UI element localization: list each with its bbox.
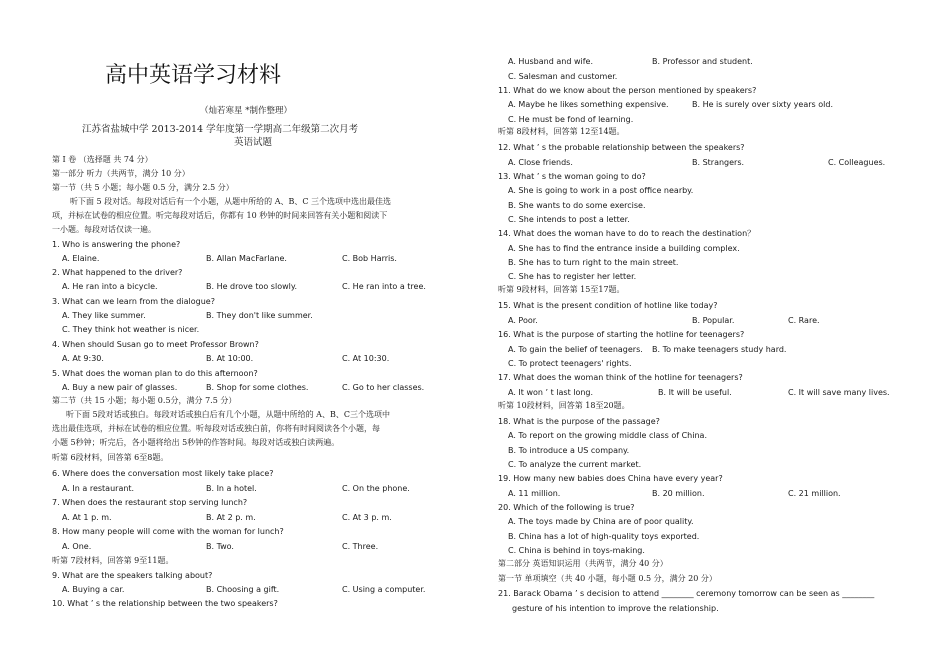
question-15: 15. What is the present condition of hotline like today? bbox=[498, 301, 718, 310]
option-b: B. She has to turn right to the main street. bbox=[508, 258, 679, 267]
option-a: A. In a restaurant. bbox=[62, 484, 135, 493]
option-c: C. Go to her classes. bbox=[342, 383, 425, 392]
option-c: C. He ran into a tree. bbox=[342, 282, 426, 291]
option-a: A. It won ’ t last long. bbox=[508, 388, 594, 397]
question-14: 14. What does the woman have to do to reach the destination？ bbox=[498, 229, 756, 238]
option-a: A. Maybe he likes something expensive. bbox=[508, 100, 669, 109]
option-c: C. On the phone. bbox=[342, 484, 410, 493]
option-a: A. Buy a new pair of glasses. bbox=[62, 383, 178, 392]
option-a: A. To report on the growing middle class of China. bbox=[508, 431, 707, 440]
option-c: C. It will save many lives. bbox=[788, 388, 890, 397]
section2-instructions: 小题 5秒钟；听完后，各小题将给出 5秒钟的作答时间。每段对话或独白读两遍。 bbox=[52, 438, 340, 447]
option-c: C. China is behind in toys-making. bbox=[508, 546, 645, 555]
section1-instructions: 项，并标在试卷的相应位置。听完每段对话后，你都有 10 秒钟的时间来回答有关小题和阅读下 bbox=[52, 211, 388, 220]
listening-material-9: 听第 9段材料，回答第 15至17题。 bbox=[498, 285, 625, 294]
option-b: B. 20 million. bbox=[652, 489, 705, 498]
option-b: B. She wants to do some exercise. bbox=[508, 201, 646, 210]
option-b: B. At 10:00. bbox=[206, 354, 254, 363]
option-a: A. To gain the belief of teenagers. bbox=[508, 345, 643, 354]
question-18: 18. What is the purpose of the passage? bbox=[498, 417, 660, 426]
section1-instructions: 听下面 5 段对话。每段对话后有一个小题，从题中所给的 A、B、C 三个选项中选出最佳选 bbox=[70, 197, 392, 206]
question-11: 11. What do we know about the person mentioned by speakers? bbox=[498, 86, 757, 95]
option-b: B. Shop for some clothes. bbox=[206, 383, 309, 392]
section2-instructions: 选出最佳选项，并标在试卷的相应位置。听每段对话或独白前，你将有时间阅读各个小题，每 bbox=[52, 424, 380, 433]
part2-section1-header: 第一节 单项填空（共 40 小题，每小题 0.5 分，满分 20 分） bbox=[498, 574, 717, 583]
question-3: 3. What can we learn from the dialogue? bbox=[52, 297, 215, 306]
option-b: B. In a hotel. bbox=[206, 484, 257, 493]
option-a: A. The toys made by China are of poor quality. bbox=[508, 517, 694, 526]
option-a: A. One. bbox=[62, 542, 92, 551]
section1-instructions: 一小题。每段对话仅读一遍。 bbox=[52, 225, 156, 234]
subtitle: （灿若寒星 *制作整理） bbox=[200, 106, 292, 116]
option-c: C. They think hot weather is nicer. bbox=[62, 325, 200, 334]
question-6: 6. Where does the conversation most likely take place? bbox=[52, 469, 274, 478]
option-b: B. They don't like summer. bbox=[206, 311, 313, 320]
option-c: C. Three. bbox=[342, 542, 379, 551]
listening-material-7: 听第 7段材料，回答第 9至11题。 bbox=[52, 556, 174, 565]
question-21-continued: gesture of his intention to improve the relationship. bbox=[512, 604, 719, 613]
option-b: B. Allan MacFarlane. bbox=[206, 254, 287, 263]
question-20: 20. Which of the following is true? bbox=[498, 503, 635, 512]
option-a: A. She is going to work in a post office nearby. bbox=[508, 186, 694, 195]
option-c: C. She intends to post a letter. bbox=[508, 215, 630, 224]
option-c: C. At 3 p. m. bbox=[342, 513, 392, 522]
section2-header: 第二节（共 15 小题；每小题 0.5分，满分 7.5 分） bbox=[52, 396, 237, 405]
question-2: 2. What happened to the driver? bbox=[52, 268, 183, 277]
option-c: C. To analyze the current market. bbox=[508, 460, 642, 469]
question-19: 19. How many new babies does China have every year? bbox=[498, 474, 723, 483]
option-a: A. At 1 p. m. bbox=[62, 513, 112, 522]
option-c: C. She has to register her letter. bbox=[508, 272, 637, 281]
option-c: C. At 10:30. bbox=[342, 354, 390, 363]
option-c: C. Colleagues. bbox=[828, 158, 886, 167]
option-b: B. He drove too slowly. bbox=[206, 282, 297, 291]
listening-material-8: 听第 8段材料，回答第 12至14题。 bbox=[498, 127, 625, 136]
option-c: C. Rare. bbox=[788, 316, 820, 325]
option-b: B. To make teenagers study hard. bbox=[652, 345, 787, 354]
part1-header: 第 Ⅰ 卷 （选择题 共 74 分） bbox=[52, 155, 153, 164]
question-4: 4. When should Susan go to meet Professor Brown? bbox=[52, 340, 259, 349]
listening-material-10: 听第 10段材料，回答第 18至20题。 bbox=[498, 401, 630, 410]
option-a: A. She has to find the entrance inside a building complex. bbox=[508, 244, 740, 253]
option-a: A. He ran into a bicycle. bbox=[62, 282, 158, 291]
question-12: 12. What ’ s the probable relationship between the speakers? bbox=[498, 143, 745, 152]
section1-header: 第一节（共 5 小题；每小题 0.5 分，满分 2.5 分） bbox=[52, 183, 234, 192]
question-17: 17. What does the woman think of the hotline for teenagers? bbox=[498, 373, 743, 382]
question-9: 9. What are the speakers talking about? bbox=[52, 571, 213, 580]
option-a: A. Elaine. bbox=[62, 254, 100, 263]
option-a: A. Husband and wife. bbox=[508, 57, 593, 66]
option-b: B. It will be useful. bbox=[658, 388, 732, 397]
part2-header: 第二部分 英语知识运用（共两节，满分 40 分） bbox=[498, 559, 668, 568]
option-b: B. Professor and student. bbox=[652, 57, 753, 66]
exam-heading: 江苏省盐城中学 2013-2014 学年度第一学期高二年级第二次月考 bbox=[82, 124, 359, 135]
option-b: B. To introduce a US company. bbox=[508, 446, 630, 455]
option-c: C. Salesman and customer. bbox=[508, 72, 618, 81]
listening-material-6: 听第 6段材料，回答第 6至8题。 bbox=[52, 453, 169, 462]
option-a: A. Close friends. bbox=[508, 158, 573, 167]
question-8: 8. How many people will come with the woman for lunch? bbox=[52, 527, 284, 536]
section2-instructions: 听下面 5段对话或独白。每段对话或独白后有几个小题，从题中所给的 A、B、C三个选项中 bbox=[66, 410, 390, 419]
option-a: A. Poor. bbox=[508, 316, 538, 325]
part1-sub: 第一部分 听力（共两节，满分 10 分） bbox=[52, 169, 190, 178]
option-b: B. Strangers. bbox=[692, 158, 745, 167]
option-a: A. At 9:30. bbox=[62, 354, 104, 363]
question-7: 7. When does the restaurant stop serving lunch? bbox=[52, 498, 248, 507]
option-c: C. Using a computer. bbox=[342, 585, 426, 594]
exam-subheading: 英语试题 bbox=[234, 137, 273, 148]
option-b: B. Choosing a gift. bbox=[206, 585, 280, 594]
option-c: C. Bob Harris. bbox=[342, 254, 397, 263]
question-5: 5. What does the woman plan to do this afternoon? bbox=[52, 369, 258, 378]
question-21: 21. Barack Obama ’ s decision to attend ________ ceremony tomorrow can be seen as ________ bbox=[498, 589, 875, 598]
question-16: 16. What is the purpose of starting the hotline for teenagers? bbox=[498, 330, 745, 339]
question-1: 1. Who is answering the phone? bbox=[52, 240, 181, 249]
option-c: C. He must be fond of learning. bbox=[508, 115, 634, 124]
option-b: B. At 2 p. m. bbox=[206, 513, 256, 522]
option-a: A. Buying a car. bbox=[62, 585, 125, 594]
question-10: 10. What ’ s the relationship between the two speakers? bbox=[52, 599, 278, 608]
option-c: C. To protect teenagers' rights. bbox=[508, 359, 632, 368]
question-13: 13. What ’ s the woman going to do? bbox=[498, 172, 646, 181]
option-a: A. They like summer. bbox=[62, 311, 146, 320]
option-b: B. China has a lot of high-quality toys exported. bbox=[508, 532, 700, 541]
page-title: 高中英语学习材料 bbox=[105, 63, 282, 88]
option-a: A. 11 million. bbox=[508, 489, 561, 498]
option-b: B. He is surely over sixty years old. bbox=[692, 100, 833, 109]
option-b: B. Two. bbox=[206, 542, 234, 551]
option-c: C. 21 million. bbox=[788, 489, 841, 498]
option-b: B. Popular. bbox=[692, 316, 735, 325]
